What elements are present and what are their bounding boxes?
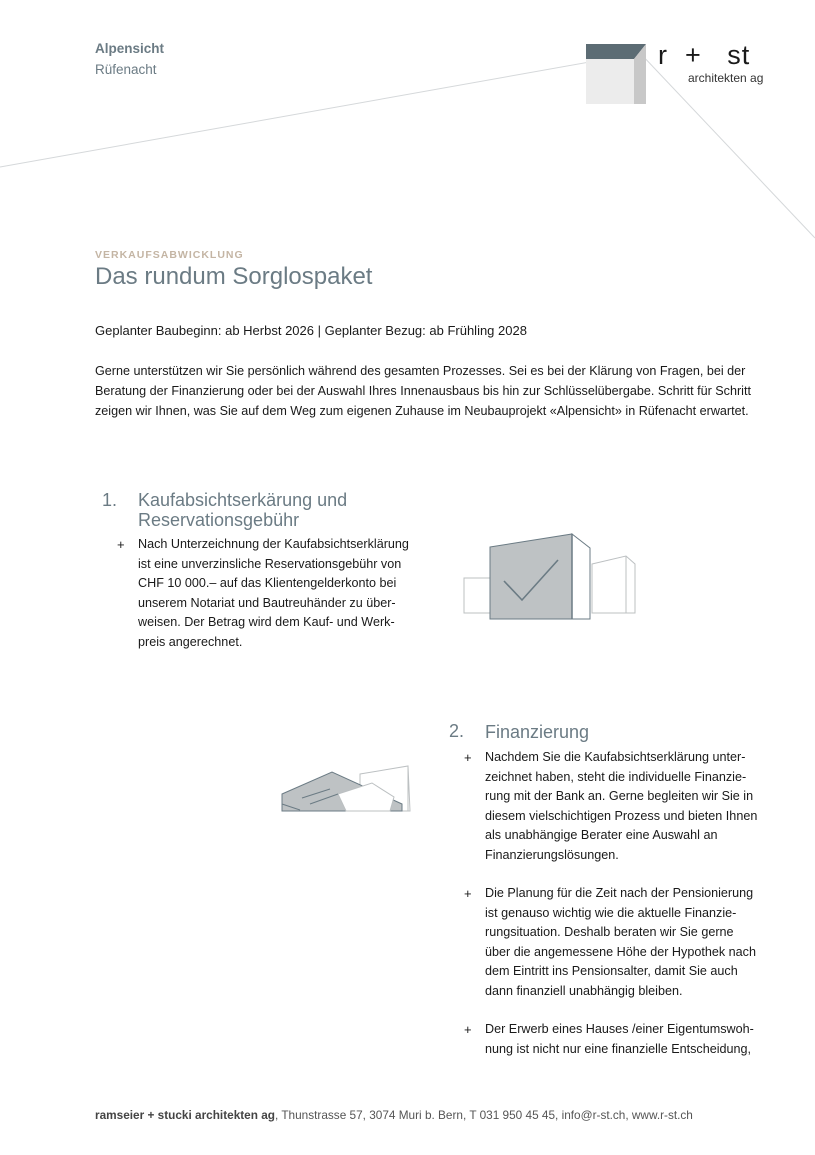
bullet-line: Der Erwerb eines Hauses /einer Eigentumswoh- — [485, 1022, 754, 1036]
bullet-line: unserem Notariat und Bautreuhänder zu über- — [138, 595, 396, 610]
step-2-bullet-3-mark: + — [464, 1022, 472, 1037]
bullet-line: diesem vielschichtigen Prozess und bieten Ihnen — [485, 808, 758, 823]
bullet-line: Die Planung für die Zeit nach der Pensionierung — [485, 886, 754, 900]
bullet-line: Nachdem Sie die Kaufabsichtserklärung unter- — [485, 750, 746, 764]
step-2-bullet-2 — [485, 884, 756, 1001]
page-title: Das rundum Sorglospaket — [95, 263, 373, 290]
intro-paragraph: Gerne unterstützen wir Sie persönlich während des gesamten Prozesses. Sei es bei der Klärung von Fragen, bei der Beratung der Finanzierung oder bei der Auswahl Ihres Innenausbaus bis hin zur Schlüsselübergabe. Schritt für Schritt zeigen wir Ihnen, was Sie auf dem Weg zum eigenen Zuhause im Neubauprojekt «Alpensicht» in Rüfenacht erwartet. — [95, 364, 751, 418]
section-label: VERKAUFSABWICKLUNG — [95, 249, 244, 261]
step-1-heading-line: Reservationsgebühr — [138, 510, 300, 530]
bullet-line: rungsituation. Deshalb beraten wir Sie gerne — [485, 925, 734, 939]
bullet-line: CHF 10 000.– auf das Klientengelderkonto bei — [138, 576, 397, 590]
footer-contact-details: , Thunstrasse 57, 3074 Muri b. Bern, T 031 950 45 45, info@r-st.ch, www.r-st.ch — [275, 1108, 693, 1122]
logo-mark-icon — [586, 44, 646, 104]
step-1-bullet-mark: + — [117, 537, 125, 552]
bullet-line: dem Eintritt ins Pensionsalter, damit Sie auch — [485, 964, 738, 978]
step-2-bullet-2-mark: + — [464, 886, 472, 901]
bullet-line: ist genauso wichtig wie die aktuelle Finanzie- — [485, 905, 737, 920]
logo-subtitle: architekten ag — [688, 71, 764, 85]
project-name: Alpensicht — [95, 41, 165, 56]
step-2-bullet-1-mark: + — [464, 750, 472, 765]
page-footer — [95, 1108, 693, 1122]
step-2-number: 2. — [449, 721, 465, 741]
bullet-line: zeichnet haben, steht die individuelle Finanzie- — [485, 769, 747, 784]
step-2-bullet-1 — [485, 748, 757, 865]
step-1-bullet — [138, 535, 409, 652]
bullet-line: weisen. Der Betrag wird dem Kauf- und Werk- — [138, 615, 395, 629]
bullet-line: über die angemessene Höhe der Hypothek nach — [485, 944, 756, 959]
bullet-line: als unabhängige Berater eine Auswahl an — [485, 828, 718, 842]
step-1-heading — [138, 490, 347, 530]
building-document-icon — [280, 764, 416, 812]
bullet-line: preis angerechnet. — [138, 634, 243, 649]
step-1-heading-line: Kaufabsichtserkärung und — [138, 490, 348, 510]
step-2-bullet-3 — [485, 1020, 754, 1059]
bullet-line: rung mit der Bank an. Gerne begleiten wir Sie in — [485, 789, 754, 803]
logo-wordmark: r + st — [658, 40, 751, 70]
footer-company: ramseier + stucki architekten ag — [95, 1108, 275, 1122]
step-1-number: 1. — [102, 490, 118, 510]
bullet-line: Finanzierungslösungen. — [485, 847, 619, 862]
step-2-heading: Finanzierung — [485, 722, 590, 742]
building-checkmark-icon — [460, 530, 640, 625]
bullet-line: ist eine unverzinsliche Reservationsgebühr von — [138, 556, 402, 571]
bullet-line: Nach Unterzeichnung der Kaufabsichtserklärung — [138, 537, 409, 551]
bullet-line: nung ist nicht nur eine finanzielle Entscheidung, — [485, 1041, 752, 1056]
project-location: Rüfenacht — [95, 62, 157, 77]
bullet-line: dann finanziell unabhängig bleiben. — [485, 983, 683, 998]
schedule-line: Geplanter Baubeginn: ab Herbst 2026 | Geplanter Bezug: ab Frühling 2028 — [95, 323, 527, 338]
